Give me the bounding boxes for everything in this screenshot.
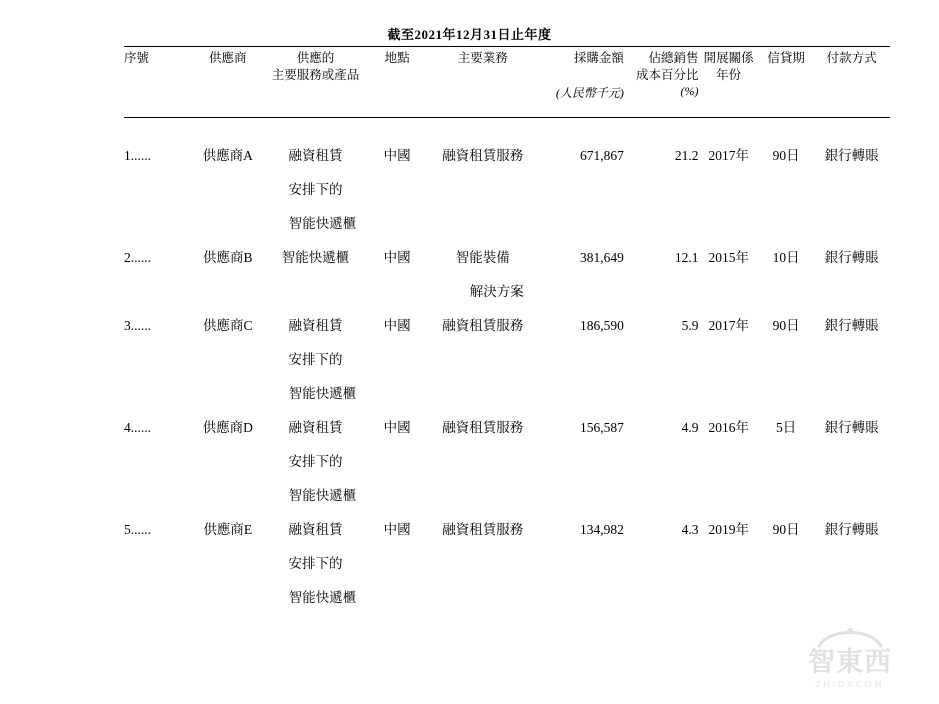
watermark-subtext: ZHIDXCOM <box>815 679 885 689</box>
cell-business: 融資租賃服務 <box>442 521 524 537</box>
cell-percent: 12.1 <box>674 249 699 265</box>
cell-credit: 90日 <box>772 521 800 537</box>
cell-supplier: 供應商E <box>203 521 253 537</box>
units-service <box>265 84 366 101</box>
units-seq <box>124 84 191 101</box>
cell-business: 融資租賃服務 <box>442 147 524 163</box>
cell-seq: 2...... <box>124 249 151 265</box>
cell-payment: 銀行轉賬 <box>824 147 879 163</box>
suppliers-table <box>124 50 890 615</box>
cell-service: 融資租賃 安排下的 智能快遞櫃 <box>288 419 357 503</box>
table-units <box>124 84 890 139</box>
watermark-arc-icon <box>815 626 885 648</box>
column-header-percent: 佔總銷售 成本百分比 <box>635 51 699 82</box>
table-row <box>124 139 890 241</box>
units-percent: (%) <box>680 83 699 98</box>
cell-seq: 1...... <box>124 147 151 163</box>
units-payment <box>813 84 890 101</box>
table-row <box>124 411 890 513</box>
column-header-business: 主要業務 <box>457 51 508 65</box>
cell-business: 融資租賃服務 <box>442 317 524 333</box>
units-spacer <box>124 101 890 139</box>
column-header-service: 供應的 主要服務或產品 <box>271 51 360 82</box>
column-header-year: 開展關係 年份 <box>703 51 754 82</box>
column-header-seq: 序號 <box>124 51 150 65</box>
units-amount: (人民幣千元) <box>555 85 624 100</box>
cell-amount: 381,649 <box>580 249 624 265</box>
cell-amount: 156,587 <box>580 419 624 435</box>
cell-supplier: 供應商B <box>203 249 253 265</box>
header-top-rule <box>124 46 890 47</box>
column-header-amount: 採購金額 <box>573 51 624 65</box>
cell-supplier: 供應商A <box>202 147 253 163</box>
units-credit <box>759 84 813 101</box>
cell-business: 智能裝備 解決方案 <box>455 249 524 299</box>
cell-credit: 90日 <box>772 317 800 333</box>
cell-credit: 10日 <box>772 249 800 265</box>
table-row <box>124 241 890 309</box>
units-row <box>124 84 890 101</box>
cell-amount: 134,982 <box>580 521 624 537</box>
cell-amount: 186,590 <box>580 317 624 333</box>
cell-supplier: 供應商D <box>202 419 253 435</box>
cell-percent: 21.2 <box>674 147 699 163</box>
cell-year: 2017年 <box>708 147 749 163</box>
units-business <box>428 84 537 101</box>
table-row <box>124 513 890 615</box>
column-header-credit: 信貸期 <box>767 51 805 65</box>
table-row <box>124 309 890 411</box>
cell-credit: 90日 <box>772 147 800 163</box>
cell-payment: 銀行轉賬 <box>824 521 879 537</box>
cell-service: 智能快遞櫃 <box>281 249 350 265</box>
column-header-payment: 付款方式 <box>826 51 877 65</box>
cell-percent: 4.3 <box>681 521 699 537</box>
cell-credit: 5日 <box>776 419 797 435</box>
cell-year: 2019年 <box>708 521 749 537</box>
cell-business: 融資租賃服務 <box>442 419 524 435</box>
units-location <box>366 84 428 101</box>
cell-service: 融資租賃 安排下的 智能快遞櫃 <box>288 317 357 401</box>
cell-service: 融資租賃 安排下的 智能快遞櫃 <box>288 521 357 605</box>
units-year <box>698 84 758 101</box>
cell-payment: 銀行轉賬 <box>824 317 879 333</box>
cell-location: 中國 <box>383 317 411 333</box>
cell-location: 中國 <box>383 419 411 435</box>
cell-payment: 銀行轉賬 <box>824 249 879 265</box>
cell-location: 中國 <box>383 521 411 537</box>
cell-percent: 5.9 <box>681 317 699 333</box>
cell-seq: 3...... <box>124 317 151 333</box>
watermark <box>775 626 925 696</box>
cell-service: 融資租賃 安排下的 智能快遞櫃 <box>288 147 357 231</box>
cell-seq: 4...... <box>124 419 151 435</box>
table-head <box>124 50 890 84</box>
cell-supplier: 供應商C <box>203 317 253 333</box>
cell-percent: 4.9 <box>681 419 699 435</box>
cell-amount: 671,867 <box>580 147 624 163</box>
units-supplier <box>191 84 266 101</box>
cell-seq: 5...... <box>124 521 151 537</box>
watermark-text: 智東西 <box>808 647 892 677</box>
page-title: 截至2021年12月31日止年度 <box>387 27 552 42</box>
table-body <box>124 139 890 615</box>
column-header-supplier: 供應商 <box>209 51 247 65</box>
column-header-location: 地點 <box>384 51 410 65</box>
spacer-cell <box>124 101 890 139</box>
cell-year: 2016年 <box>708 419 749 435</box>
cell-year: 2015年 <box>708 249 749 265</box>
cell-payment: 銀行轉賬 <box>824 419 879 435</box>
table-header-row <box>124 50 890 84</box>
cell-year: 2017年 <box>708 317 749 333</box>
cell-location: 中國 <box>383 147 411 163</box>
cell-location: 中國 <box>383 249 411 265</box>
